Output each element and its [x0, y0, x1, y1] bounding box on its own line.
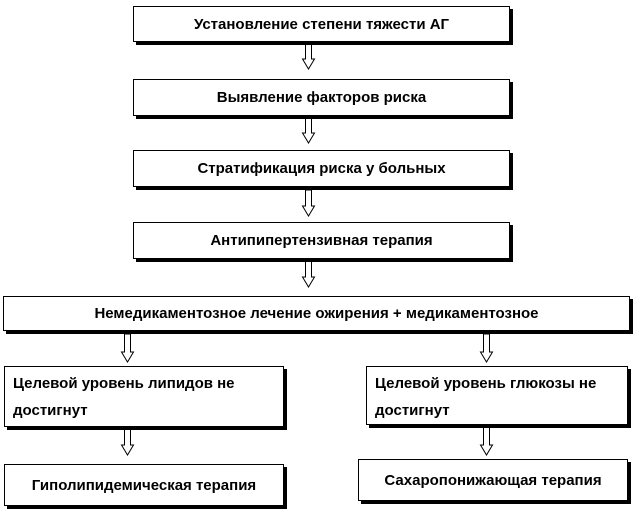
step-risk-factors: Выявление факторов риска	[133, 79, 510, 116]
step-risk-stratification: Стратификация риска у больных	[133, 150, 510, 187]
step-antihypertensive-therapy: Антипипертензивная терапия	[133, 222, 510, 259]
arrow-step5-right	[481, 334, 493, 362]
arrow-step4-step5	[303, 261, 315, 287]
condition-lipids: Целевой уровень липидов не достигнут	[4, 366, 284, 427]
therapy-lipid-lowering: Гиполипидемическая терапия	[4, 464, 284, 506]
step-obesity-treatment: Немедикаментозное лечение ожирения + медикаментозное	[3, 296, 630, 331]
arrow-right-therapy	[481, 427, 493, 455]
arrow-step5-left	[122, 334, 134, 362]
therapy-glucose-lowering: Сахаропонижающая терапия	[358, 459, 628, 501]
arrow-left-therapy	[122, 427, 134, 455]
arrow-step1-step2	[303, 43, 315, 69]
condition-glucose: Целевой уровень глюкозы не достигнут	[366, 366, 628, 425]
arrow-step2-step3	[303, 117, 315, 143]
arrow-step3-step4	[303, 190, 315, 216]
step-severity: Установление степени тяжести АГ	[133, 6, 510, 42]
